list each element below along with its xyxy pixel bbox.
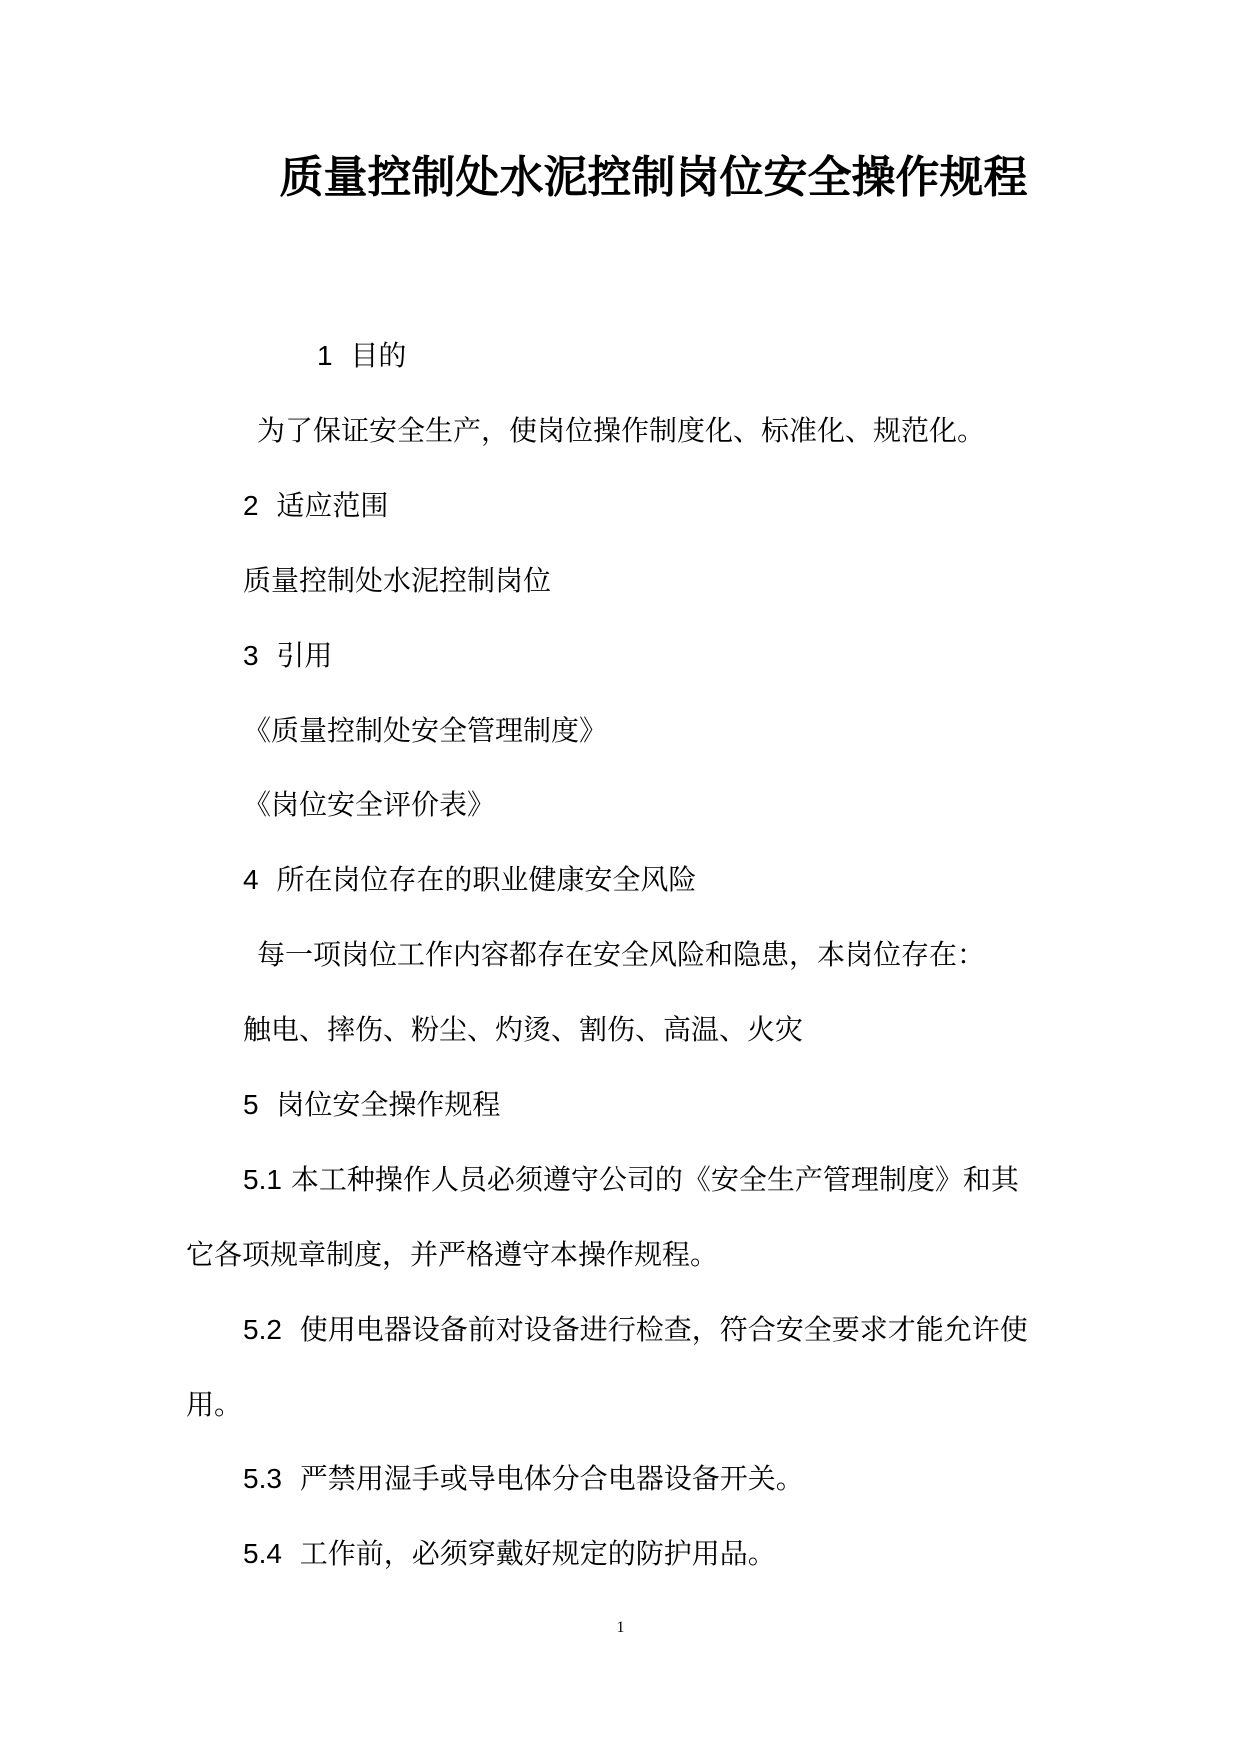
section-3-number: 3 (243, 640, 259, 671)
section-3-reference-1: 《质量控制处安全管理制度》 (243, 714, 608, 747)
clause-5-1-line-1 (243, 1160, 1019, 1200)
clause-5-4-line-1 (243, 1534, 776, 1574)
section-5-heading (243, 1085, 500, 1125)
page-number: 1 (616, 1619, 625, 1636)
section-2-body: 质量控制处水泥控制岗位 (243, 564, 552, 597)
clause-5-2-text-1: 使用电器设备前对设备进行检查，符合安全要求才能允许使 (299, 1313, 1028, 1346)
section-3-title: 引用 (276, 639, 333, 672)
section-4-number: 4 (243, 864, 259, 895)
clause-5-1-line-2: 它各项规章制度，并严格遵守本操作规程。 (186, 1238, 719, 1271)
section-4-heading (243, 860, 696, 900)
section-4-title: 所在岗位存在的职业健康安全风险 (276, 863, 697, 896)
section-4-body-2: 触电、摔伤、粉尘、灼烫、割伤、高温、火灾 (243, 1013, 804, 1046)
clause-5-2-line-2: 用。 (186, 1388, 243, 1421)
section-1-heading (317, 336, 406, 376)
section-3-reference-2: 《岗位安全评价表》 (243, 788, 496, 821)
section-2-title: 适应范围 (276, 489, 389, 522)
section-5-title: 岗位安全操作规程 (276, 1088, 501, 1121)
clause-5-4-number: 5.4 (243, 1538, 282, 1569)
clause-5-4-text-1: 工作前，必须穿戴好规定的防护用品。 (299, 1537, 776, 1570)
section-2-heading (243, 486, 388, 526)
clause-5-3-line-1 (243, 1459, 804, 1499)
section-3-heading (243, 636, 332, 676)
clause-5-3-text-1: 严禁用湿手或导电体分合电器设备开关。 (299, 1462, 804, 1495)
clause-5-1-number: 5.1 (243, 1164, 282, 1195)
clause-5-2-number: 5.2 (243, 1314, 282, 1345)
section-1-title: 目的 (350, 339, 407, 372)
document-title: 质量控制处水泥控制岗位安全操作规程 (279, 152, 1028, 203)
section-1-body: 为了保证安全生产，使岗位操作制度化、标准化、规范化。 (257, 414, 986, 447)
section-5-number: 5 (243, 1089, 259, 1120)
section-4-body-1: 每一项岗位工作内容都存在安全风险和隐患，本岗位存在： (257, 938, 986, 971)
clause-5-3-number: 5.3 (243, 1463, 282, 1494)
clause-5-1-text-1: 本工种操作人员必须遵守公司的《安全生产管理制度》和其 (290, 1163, 1019, 1196)
clause-5-2-line-1 (243, 1310, 1028, 1350)
section-2-number: 2 (243, 490, 259, 521)
section-1-number: 1 (317, 340, 333, 371)
